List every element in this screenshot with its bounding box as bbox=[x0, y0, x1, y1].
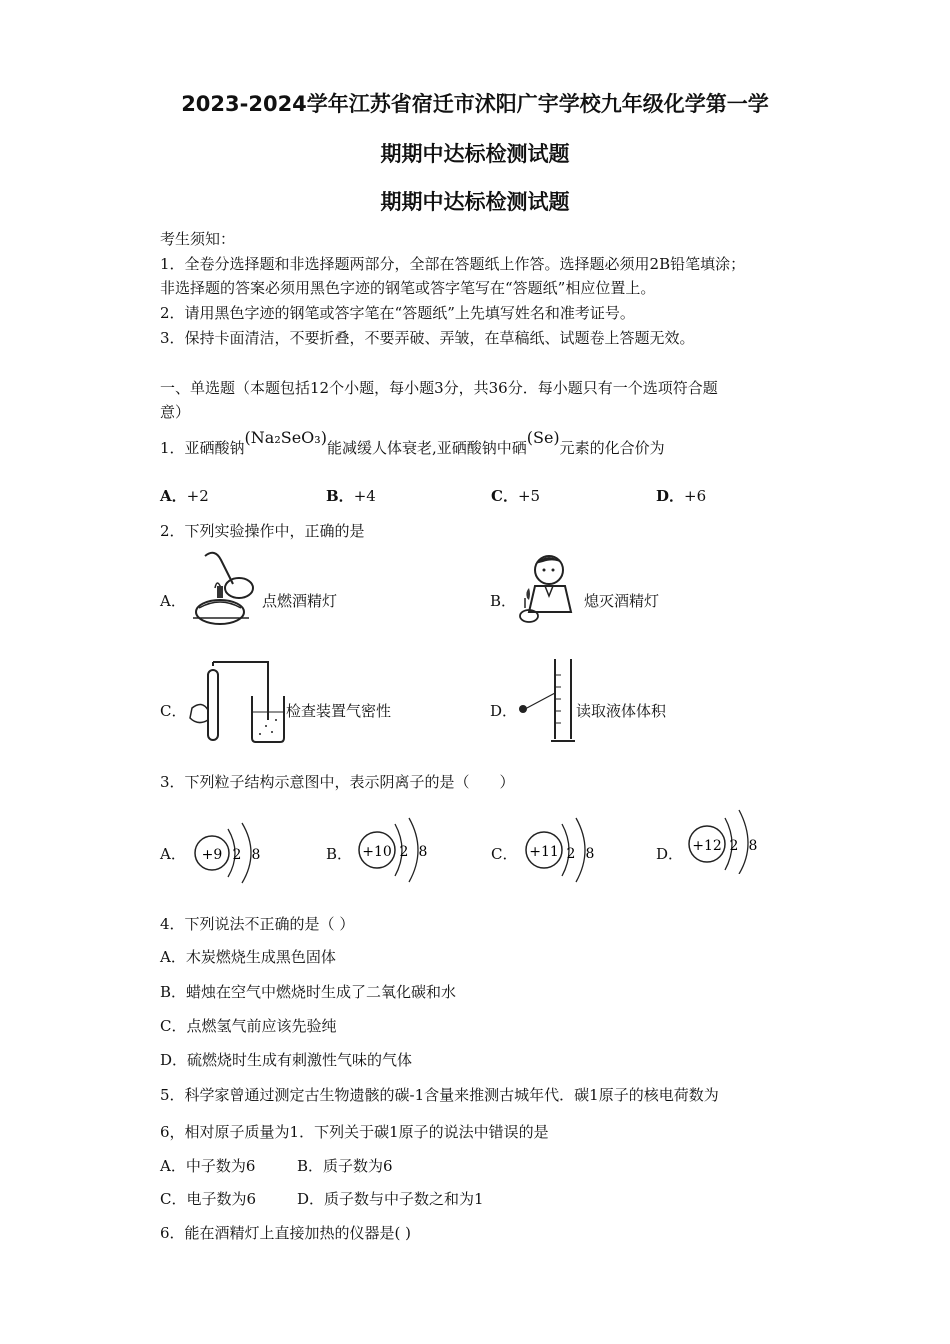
shell2-electrons-a: 8 bbox=[251, 847, 261, 863]
q5-option-c: C．电子数为6 bbox=[160, 1190, 257, 1208]
q2-option-d-label: D． bbox=[490, 702, 518, 720]
graduated-cylinder-reading-figure bbox=[515, 655, 575, 747]
q4-option-b: B．蜡烛在空气中燃烧时生成了二氧化碳和水 bbox=[160, 983, 457, 1001]
q1-prefix: 1．亚硒酸钠 bbox=[160, 439, 245, 457]
notice-heading: 考生须知： bbox=[160, 230, 236, 248]
q2-option-b-label: B． bbox=[490, 592, 517, 610]
q2-option-d-text: 读取液体体积 bbox=[576, 702, 667, 720]
shell1-electrons-a: 2 bbox=[232, 847, 242, 863]
q3-option-a-label: A． bbox=[160, 845, 186, 863]
shell2-electrons-d: 8 bbox=[748, 838, 758, 854]
q4-option-d: D．硫燃烧时生成有刺激性气味的气体 bbox=[160, 1051, 413, 1069]
atom-structure-a bbox=[190, 815, 270, 885]
q2-option-a-label: A． bbox=[160, 592, 186, 610]
nucleus-charge-a: +9 bbox=[201, 847, 223, 863]
q1-option-b: B．+4 bbox=[326, 487, 376, 505]
q3-option-c-label: C． bbox=[491, 845, 518, 863]
nucleus-charge-d: +12 bbox=[692, 838, 722, 854]
q1-option-c: C．+5 bbox=[491, 487, 541, 505]
shell2-electrons-c: 8 bbox=[585, 846, 595, 862]
q1-mid: 能减缓人体衰老,亚硒酸钠中硒 bbox=[326, 439, 527, 457]
q2-option-c-text: 检查装置气密性 bbox=[286, 702, 392, 720]
alcohol-lamp-lighting-figure bbox=[185, 548, 265, 630]
notice-item-3: 3．保持卡面清洁，不要折叠，不要弄破、弄皱，在草稿纸、试题卷上答题无效。 bbox=[160, 329, 695, 347]
q5-stem-b: 6，相对原子质量为1．下列关于碳1原子的说法中错误的是 bbox=[160, 1123, 549, 1141]
q5-option-a: A．中子数为6 bbox=[160, 1157, 256, 1175]
exam-title-line3: 期期中达标检测试题 bbox=[380, 190, 570, 214]
q1-element: (Se) bbox=[526, 428, 560, 447]
atom-structure-c bbox=[522, 812, 602, 884]
notice-item-2: 2．请用黑色字迹的钢笔或答字笔在“答题纸”上先填写姓名和准考证号。 bbox=[160, 304, 635, 322]
q3-option-b-label: B． bbox=[326, 845, 353, 863]
q5-stem-a: 5．科学家曾通过测定古生物遗骸的碳-1含量来推测古城年代．碳1原子的核电荷数为 bbox=[160, 1086, 719, 1104]
q4-option-a: A．木炭燃烧生成黑色固体 bbox=[160, 948, 336, 966]
q2-option-a-text: 点燃酒精灯 bbox=[262, 592, 338, 610]
exam-title-line1: 2023-2024学年江苏省宿迁市沭阳广宇学校九年级化学第一学 bbox=[181, 92, 769, 116]
alcohol-lamp-extinguish-figure bbox=[515, 552, 585, 632]
nucleus-charge-c: +11 bbox=[529, 844, 559, 860]
shell1-electrons-c: 2 bbox=[566, 846, 576, 862]
q5-option-d: D．质子数与中子数之和为1 bbox=[297, 1190, 484, 1208]
airtightness-check-figure bbox=[186, 660, 286, 745]
q2-option-b-text: 熄灭酒精灯 bbox=[584, 592, 660, 610]
q5-option-b: B．质子数为6 bbox=[297, 1157, 393, 1175]
q1-option-d: D．+6 bbox=[656, 487, 707, 505]
q1-suffix: 元素的化合价为 bbox=[559, 439, 665, 457]
q4-stem: 4．下列说法不正确的是（ ） bbox=[160, 915, 355, 933]
q1-stem bbox=[160, 428, 665, 458]
notice-item-1a: 1．全卷分选择题和非选择题两部分，全部在答题纸上作答。选择题必须用2B铅笔填涂； bbox=[160, 255, 746, 273]
q1-formula: (Na₂SeO₃) bbox=[244, 428, 327, 447]
q4-option-c: C．点燃氢气前应该先验纯 bbox=[160, 1017, 337, 1035]
q1-option-a: A．+2 bbox=[160, 487, 209, 505]
shell1-electrons-d: 2 bbox=[729, 838, 739, 854]
nucleus-charge-b: +10 bbox=[362, 844, 392, 860]
q6-stem: 6．能在酒精灯上直接加热的仪器是( ) bbox=[160, 1224, 412, 1242]
section1-heading-a: 一、单选题（本题包括12个小题，每小题3分，共36分．每小题只有一个选项符合题 bbox=[160, 379, 718, 397]
notice-item-1b: 非选择题的答案必须用黑色字迹的钢笔或答字笔写在“答题纸”相应位置上。 bbox=[160, 279, 656, 297]
atom-structure-b bbox=[355, 812, 435, 884]
section1-heading-b: 意） bbox=[160, 403, 191, 421]
exam-title-line2: 期期中达标检测试题 bbox=[380, 142, 570, 166]
q2-stem: 2．下列实验操作中，正确的是 bbox=[160, 522, 365, 540]
q2-option-c-label: C． bbox=[160, 702, 187, 720]
shell2-electrons-b: 8 bbox=[418, 844, 428, 860]
atom-structure-d bbox=[685, 802, 765, 874]
q3-option-d-label: D． bbox=[656, 845, 684, 863]
shell1-electrons-b: 2 bbox=[399, 844, 409, 860]
q3-stem: 3．下列粒子结构示意图中，表示阴离子的是（ ） bbox=[160, 773, 515, 791]
